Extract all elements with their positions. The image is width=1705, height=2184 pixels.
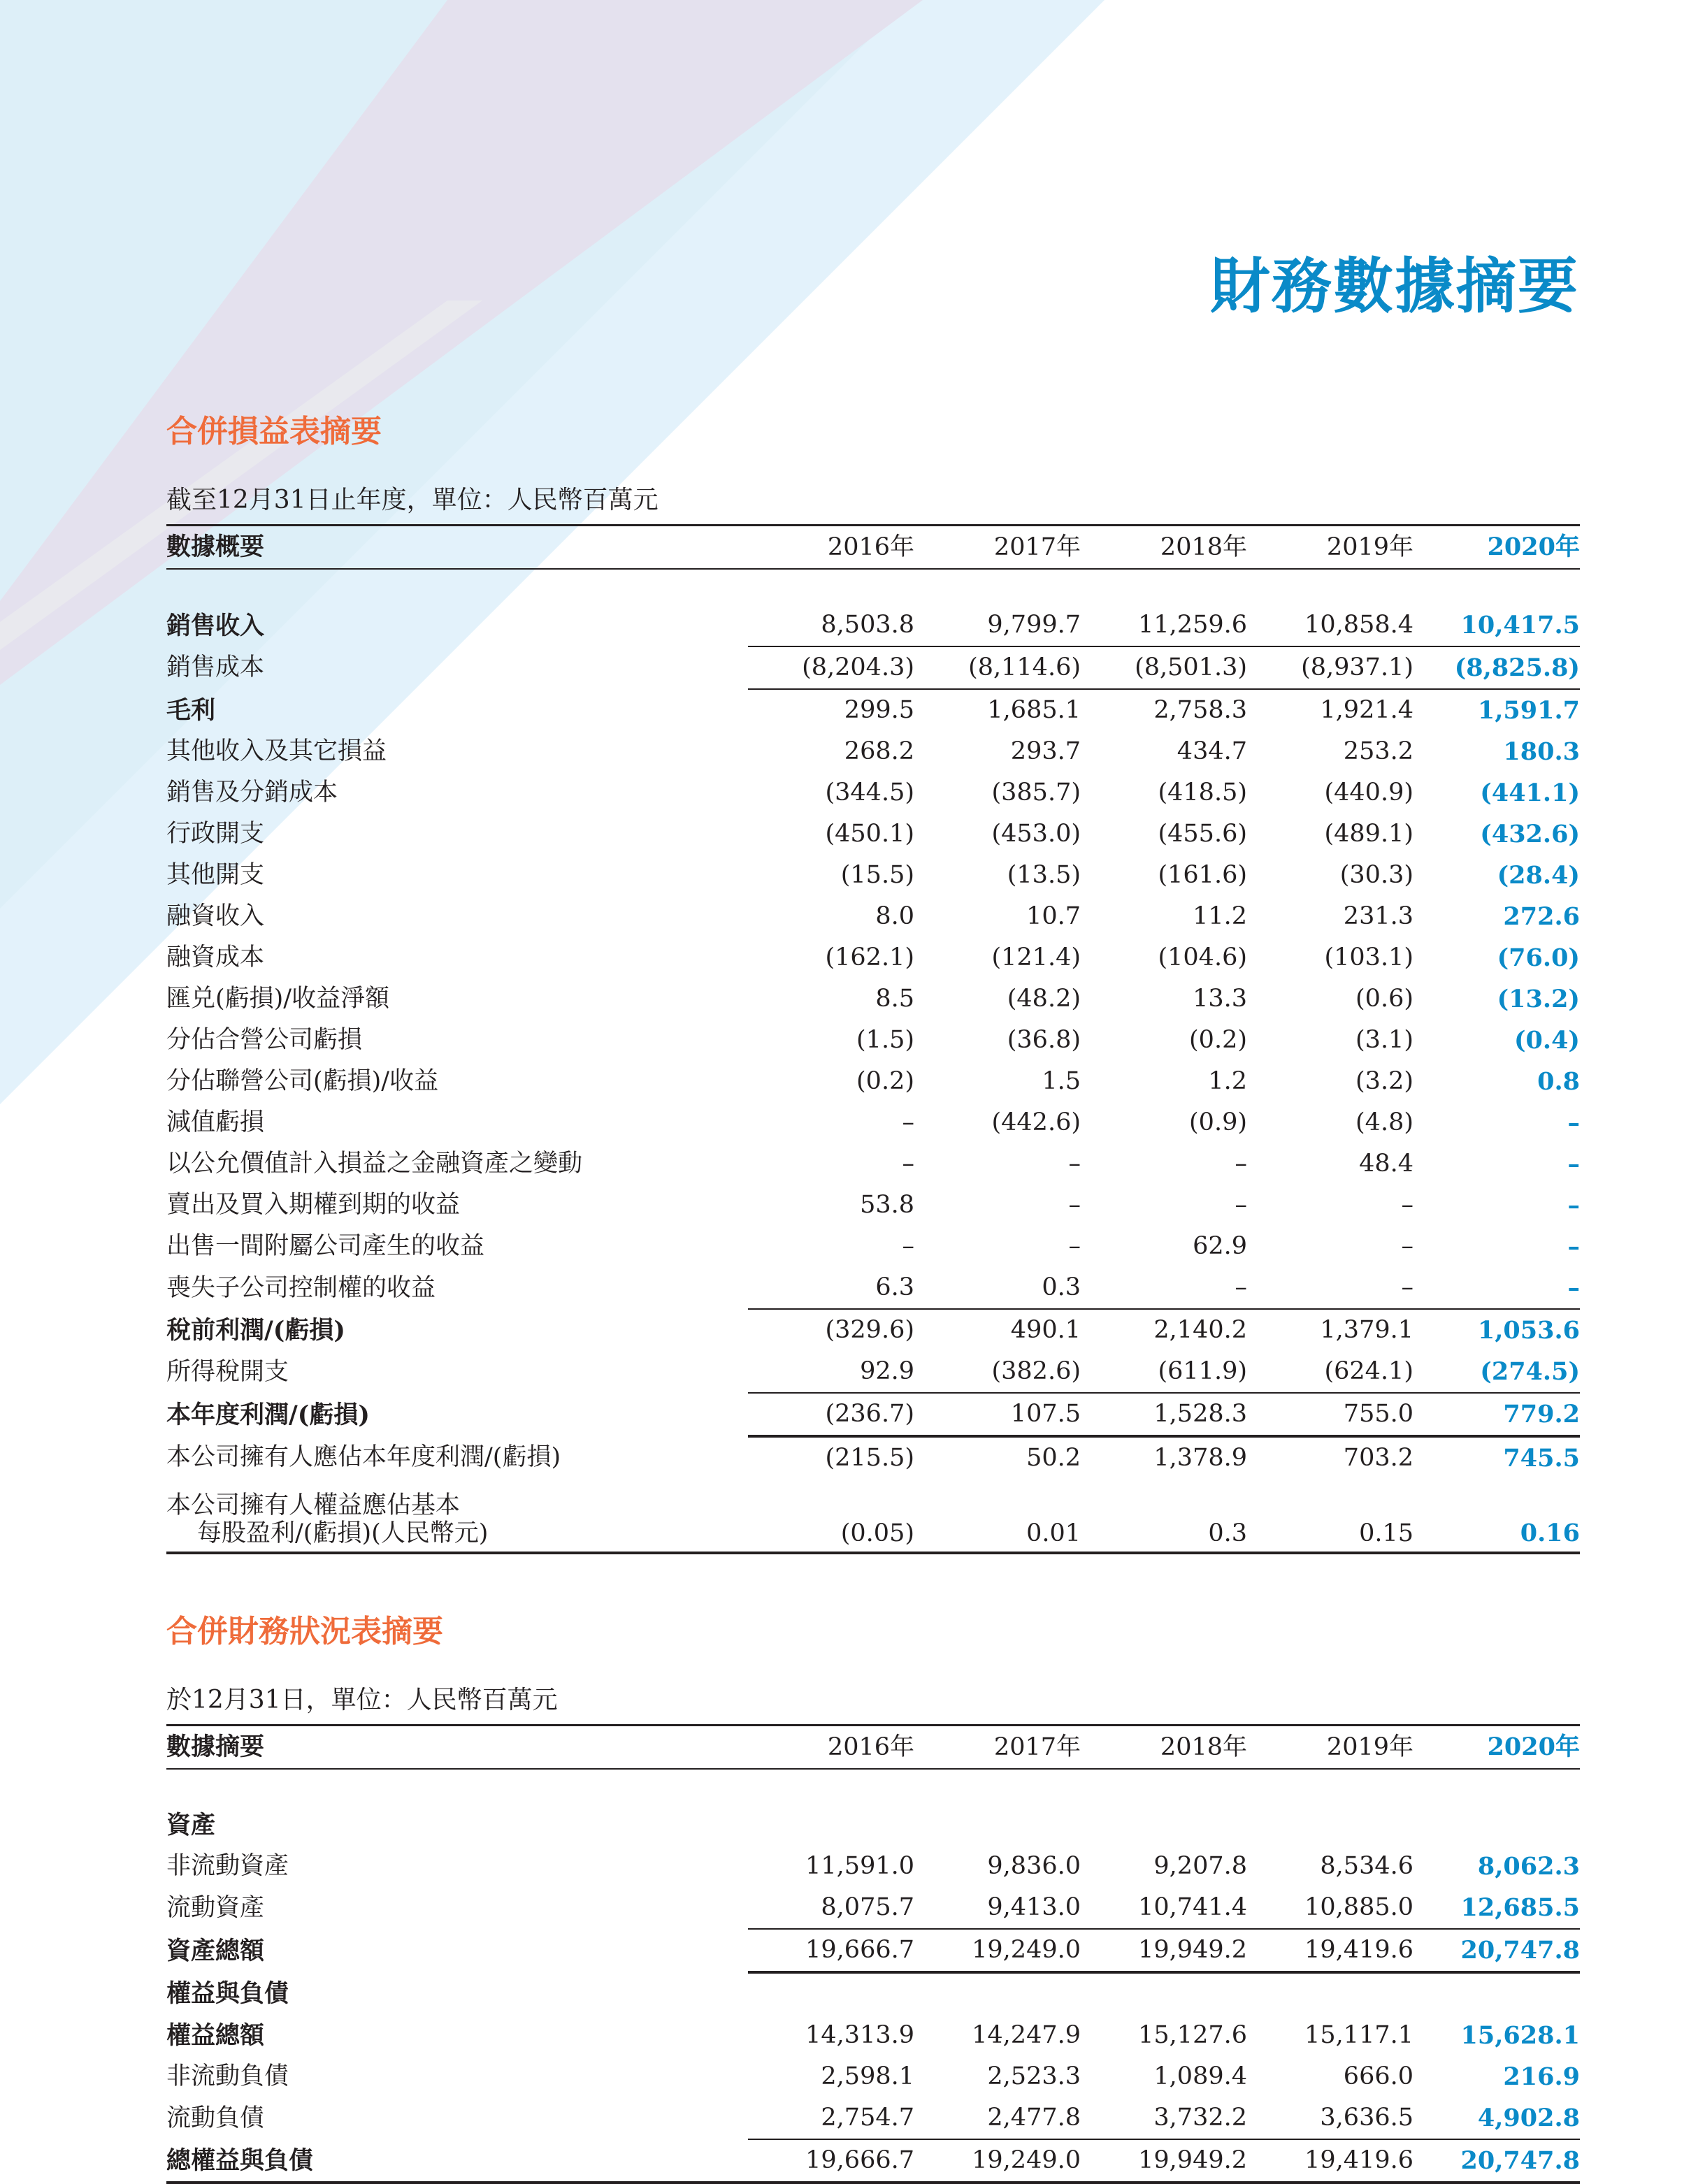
cell-2020: 20,747.8	[1413, 2139, 1580, 2183]
cell-2019: (3.1)	[1355, 1026, 1413, 1054]
cell-2020: (8,825.8)	[1413, 646, 1580, 689]
row-label: 流動資產	[166, 1893, 265, 1922]
row-label: 融資成本	[166, 943, 265, 971]
row-label-line2: 每股盈利/(虧損)(人民幣元)	[197, 1519, 489, 1547]
cell-2019: –	[1401, 1191, 1413, 1219]
cell-2020: (76.0)	[1497, 943, 1580, 972]
row-label: 本公司擁有人應佔本年度利潤/(虧損)	[166, 1443, 561, 1471]
cell-2020: –	[1567, 1232, 1580, 1261]
cell-2020: –	[1567, 1191, 1580, 1220]
table-row	[166, 1309, 1580, 1351]
income-unit-note: 截至12月31日止年度，單位：人民幣百萬元	[166, 486, 659, 514]
cell-2016: 2,598.1	[821, 2062, 914, 2090]
table-row	[166, 896, 1580, 937]
cell-2017: 0.01	[914, 1479, 1081, 1553]
cell-2020: (0.4)	[1513, 1026, 1580, 1055]
row-label: 所得稅開支	[166, 1357, 289, 1386]
cell-2016: 8.5	[875, 985, 914, 1013]
table-row	[166, 1805, 1580, 1846]
balance-unit-note: 於12月31日，單位：人民幣百萬元	[166, 1686, 558, 1714]
cell-2018: 19,949.2	[1081, 1929, 1247, 1972]
table-row	[166, 731, 1580, 772]
cell-2017: (48.2)	[1007, 985, 1081, 1013]
table-row	[166, 1972, 1580, 2015]
cell-2019: –	[1401, 1232, 1413, 1260]
row-label: 以公允價值計入損益之金融資產之變動	[166, 1150, 583, 1178]
cell-2017: (382.6)	[991, 1357, 1081, 1385]
row-label: 其他收入及其它損益	[166, 737, 387, 765]
cell-2019: 253.2	[1343, 737, 1413, 765]
column-header: 數據摘要	[166, 1733, 265, 1761]
table-row	[166, 978, 1580, 1020]
row-label: 資產總額	[166, 1936, 265, 1965]
table-row	[166, 1226, 1580, 1267]
row-label: 稅前利潤/(虧損)	[166, 1315, 345, 1345]
table-row	[166, 1393, 1580, 1436]
table-row	[166, 1267, 1580, 1309]
cell-2016: (236.7)	[748, 1393, 914, 1436]
cell-2017: 1.5	[1042, 1067, 1081, 1095]
row-label: 非流動負債	[166, 2062, 289, 2090]
group-heading: 權益與負債	[166, 1979, 289, 2008]
cell-2017: 19,249.0	[914, 1929, 1081, 1972]
column-header: 2020年	[1487, 1733, 1580, 1761]
cell-2016: –	[902, 1150, 914, 1178]
cell-2020: 1,053.6	[1413, 1309, 1580, 1351]
cell-2019: –	[1401, 1273, 1413, 1301]
cell-2019: 1,921.4	[1247, 689, 1413, 731]
table-row	[166, 1887, 1580, 1929]
cell-2019: (489.1)	[1324, 820, 1413, 848]
income-statement-table	[166, 524, 1580, 1554]
cell-2016: 19,666.7	[748, 2139, 914, 2183]
column-header: 2018年	[1160, 533, 1247, 561]
column-header: 2019年	[1326, 1733, 1413, 1761]
cell-2016: (344.5)	[825, 779, 914, 807]
cell-2017: 9,836.0	[987, 1852, 1081, 1880]
table-row	[166, 937, 1580, 978]
cell-2017: 19,249.0	[914, 2139, 1081, 2183]
cell-2016: 6.3	[875, 1273, 914, 1301]
row-label	[166, 1479, 748, 1553]
spacer-row	[166, 1769, 1580, 1805]
cell-2020: 216.9	[1503, 2062, 1580, 2091]
cell-2018: 62.9	[1193, 1232, 1247, 1260]
cell-2017: (453.0)	[991, 820, 1081, 848]
cell-2018: –	[1235, 1150, 1247, 1178]
cell-2020: (274.5)	[1480, 1357, 1580, 1386]
cell-2016: (450.1)	[825, 820, 914, 848]
cell-2020: 0.16	[1413, 1479, 1580, 1553]
cell-2019: (8,937.1)	[1247, 646, 1413, 689]
cell-2019: 48.4	[1359, 1150, 1413, 1178]
balance-section-title: 合併財務狀況表摘要	[166, 1614, 443, 1649]
table-row	[166, 1061, 1580, 1102]
cell-2017: 10.7	[1026, 902, 1081, 930]
cell-2018: 11.2	[1193, 902, 1247, 930]
row-label: 融資收入	[166, 902, 265, 930]
cell-2017: 490.1	[914, 1309, 1081, 1351]
cell-2019: (3.2)	[1355, 1067, 1413, 1095]
cell-2018: 19,949.2	[1081, 2139, 1247, 2183]
cell-2016: 19,666.7	[748, 1929, 914, 1972]
cell-2016: –	[902, 1232, 914, 1260]
cell-2018: (161.6)	[1158, 861, 1247, 889]
table-row	[166, 1020, 1580, 1061]
cell-2019: 0.15	[1247, 1479, 1413, 1553]
group-heading: 資產	[166, 1811, 216, 1839]
table-row	[166, 772, 1580, 813]
cell-2019: (30.3)	[1339, 861, 1413, 889]
balance-sheet-table	[166, 1724, 1580, 2184]
table-row	[166, 1102, 1580, 1143]
row-label: 銷售及分銷成本	[166, 779, 338, 807]
row-label: 銷售收入	[166, 611, 265, 640]
cell-2016: (0.05)	[748, 1479, 914, 1553]
cell-2017: (8,114.6)	[914, 646, 1081, 689]
cell-2019: 231.3	[1343, 902, 1413, 930]
cell-2016: (162.1)	[825, 943, 914, 971]
table-row	[166, 646, 1580, 689]
cell-2019: 1,379.1	[1247, 1309, 1413, 1351]
cell-2020: 779.2	[1413, 1393, 1580, 1436]
cell-2019: (624.1)	[1324, 1357, 1413, 1385]
column-header: 2016年	[827, 1733, 914, 1761]
row-label: 其他開支	[166, 861, 265, 889]
cell-2018: (104.6)	[1158, 943, 1247, 971]
row-label: 賣出及買入期權到期的收益	[166, 1191, 461, 1219]
cell-2018: –	[1235, 1273, 1247, 1301]
cell-2020: –	[1567, 1108, 1580, 1137]
table-row	[166, 689, 1580, 731]
cell-2018: 1.2	[1208, 1067, 1247, 1095]
column-header: 數據概要	[166, 533, 265, 561]
cell-2016: (15.5)	[840, 861, 914, 889]
cell-2020: 10,417.5	[1460, 611, 1580, 639]
income-section-title: 合併損益表摘要	[166, 414, 382, 449]
table-row	[166, 1351, 1580, 1393]
cell-2019: 755.0	[1247, 1393, 1413, 1436]
cell-2019: 19,419.6	[1247, 1929, 1413, 1972]
cell-2017: (121.4)	[991, 943, 1081, 971]
row-label: 行政開支	[166, 820, 265, 848]
cell-2016: 299.5	[748, 689, 914, 731]
cell-2018: 0.3	[1081, 1479, 1247, 1553]
cell-2017: 107.5	[914, 1393, 1081, 1436]
cell-2019: 3,636.5	[1320, 2104, 1413, 2132]
cell-2019: (440.9)	[1324, 779, 1413, 807]
row-label: 毛利	[166, 695, 216, 725]
cell-2016: 11,591.0	[805, 1852, 914, 1880]
row-label: 流動負債	[166, 2104, 265, 2132]
column-header: 2016年	[827, 533, 914, 561]
cell-2019: 8,534.6	[1320, 1852, 1413, 1880]
column-header: 2019年	[1326, 533, 1413, 561]
cell-2020: (13.2)	[1497, 985, 1580, 1013]
cell-2020: 8,062.3	[1477, 1852, 1580, 1881]
balance-sheet-section	[166, 1611, 1580, 2184]
cell-2017: 9,799.7	[987, 611, 1081, 639]
cell-2018: 1,378.9	[1081, 1436, 1247, 1479]
cell-2018: (418.5)	[1158, 779, 1247, 807]
cell-2017: 50.2	[914, 1436, 1081, 1479]
cell-2016: 2,754.7	[821, 2104, 914, 2132]
cell-2018: 3,732.2	[1153, 2104, 1247, 2132]
cell-2020: –	[1567, 1150, 1580, 1178]
table-row	[166, 2056, 1580, 2097]
cell-2020: 12,685.5	[1460, 1893, 1580, 1922]
cell-2018: 434.7	[1177, 737, 1247, 765]
cell-2018: (8,501.3)	[1081, 646, 1247, 689]
row-label: 權益總額	[166, 2021, 265, 2050]
row-label: 本年度利潤/(虧損)	[166, 1400, 370, 1429]
cell-2019: 19,419.6	[1247, 2139, 1413, 2183]
table-row	[166, 1846, 1580, 1887]
cell-2016: (8,204.3)	[748, 646, 914, 689]
page-title: 財務數據摘要	[1210, 251, 1579, 321]
cell-2017: 293.7	[1010, 737, 1081, 765]
cell-2020: 272.6	[1503, 902, 1580, 931]
table-row	[166, 1479, 1580, 1553]
cell-2018: –	[1235, 1191, 1247, 1219]
row-label: 減值虧損	[166, 1108, 265, 1136]
cell-2017: (36.8)	[1007, 1026, 1081, 1054]
cell-2017: (442.6)	[991, 1108, 1081, 1136]
cell-2020: (28.4)	[1497, 861, 1580, 890]
cell-2017: 1,685.1	[914, 689, 1081, 731]
cell-2019: 15,117.1	[1304, 2021, 1413, 2049]
row-label: 分佔聯營公司(虧損)/收益	[166, 1067, 439, 1095]
cell-2017: 0.3	[1042, 1273, 1081, 1301]
cell-2016: (1.5)	[856, 1026, 914, 1054]
table-row	[166, 813, 1580, 855]
cell-2020: 180.3	[1503, 737, 1580, 766]
cell-2019: (4.8)	[1355, 1108, 1413, 1136]
cell-2019: 10,858.4	[1304, 611, 1413, 639]
cell-2016: (215.5)	[748, 1436, 914, 1479]
cell-2018: 1,089.4	[1153, 2062, 1247, 2090]
table-row	[166, 605, 1580, 646]
cell-2019: (0.6)	[1355, 985, 1413, 1013]
cell-2017: (385.7)	[991, 779, 1081, 807]
column-header: 2018年	[1160, 1733, 1247, 1761]
row-label: 喪失子公司控制權的收益	[166, 1273, 436, 1302]
table-row	[166, 1185, 1580, 1226]
row-label: 匯兑(虧損)/收益淨額	[166, 985, 390, 1013]
cell-2020: –	[1567, 1273, 1580, 1302]
table-header-row	[166, 1726, 1580, 1770]
table-row	[166, 1929, 1580, 1972]
table-header-row	[166, 526, 1580, 570]
cell-2016: 8,503.8	[821, 611, 914, 639]
cell-2019: 666.0	[1343, 2062, 1413, 2090]
cell-2019: (103.1)	[1324, 943, 1413, 971]
cell-2020: 4,902.8	[1477, 2104, 1580, 2132]
cell-2016: (0.2)	[856, 1067, 914, 1095]
row-label: 銷售成本	[166, 653, 265, 681]
cell-2018: 1,528.3	[1081, 1393, 1247, 1436]
cell-2019: 10,885.0	[1304, 1893, 1413, 1921]
column-header: 2020年	[1487, 533, 1580, 561]
table-row	[166, 855, 1580, 896]
cell-2020: 1,591.7	[1413, 689, 1580, 731]
cell-2020: (432.6)	[1480, 820, 1580, 848]
cell-2020: 15,628.1	[1460, 2021, 1580, 2050]
cell-2017: –	[1068, 1191, 1081, 1219]
table-row	[166, 2097, 1580, 2139]
row-label: 分佔合營公司虧損	[166, 1026, 363, 1054]
cell-2016: (329.6)	[748, 1309, 914, 1351]
cell-2016: 8,075.7	[821, 1893, 914, 1921]
cell-2020: (441.1)	[1480, 779, 1580, 807]
cell-2018: (0.9)	[1189, 1108, 1247, 1136]
cell-2016: 268.2	[844, 737, 914, 765]
spacer-row	[166, 569, 1580, 605]
cell-2018: 10,741.4	[1138, 1893, 1247, 1921]
row-label: 非流動資產	[166, 1852, 289, 1880]
cell-2016: –	[902, 1108, 914, 1136]
cell-2017: 9,413.0	[987, 1893, 1081, 1921]
cell-2020: 745.5	[1413, 1436, 1580, 1479]
cell-2016: 92.9	[860, 1357, 914, 1385]
cell-2020: 20,747.8	[1413, 1929, 1580, 1972]
cell-2017: 2,523.3	[987, 2062, 1081, 2090]
cell-2017: –	[1068, 1232, 1081, 1260]
table-row	[166, 2015, 1580, 2056]
cell-2018: 11,259.6	[1138, 611, 1247, 639]
cell-2018: 13.3	[1193, 985, 1247, 1013]
cell-2017: (13.5)	[1007, 861, 1081, 889]
row-label-line1: 本公司擁有人權益應佔基本	[166, 1491, 461, 1519]
column-header: 2017年	[993, 1733, 1081, 1761]
income-statement-section	[166, 411, 1580, 1554]
column-header: 2017年	[993, 533, 1081, 561]
table-row	[166, 1143, 1580, 1185]
cell-2018: 15,127.6	[1138, 2021, 1247, 2049]
cell-2017: 14,247.9	[972, 2021, 1081, 2049]
cell-2016: 53.8	[860, 1191, 914, 1219]
cell-2018: (455.6)	[1158, 820, 1247, 848]
cell-2016: 14,313.9	[805, 2021, 914, 2049]
cell-2018: 9,207.8	[1153, 1852, 1247, 1880]
cell-2018: (0.2)	[1189, 1026, 1247, 1054]
cell-2019: 703.2	[1247, 1436, 1413, 1479]
row-label: 出售一間附屬公司產生的收益	[166, 1232, 485, 1260]
cell-2017: 2,477.8	[987, 2104, 1081, 2132]
cell-2018: 2,758.3	[1081, 689, 1247, 731]
cell-2017: –	[1068, 1150, 1081, 1178]
cell-2018: (611.9)	[1158, 1357, 1247, 1385]
cell-2020: 0.8	[1537, 1067, 1580, 1096]
cell-2018: 2,140.2	[1081, 1309, 1247, 1351]
table-row	[166, 1436, 1580, 1479]
row-label: 總權益與負債	[166, 2139, 748, 2183]
cell-2016: 8.0	[875, 902, 914, 930]
